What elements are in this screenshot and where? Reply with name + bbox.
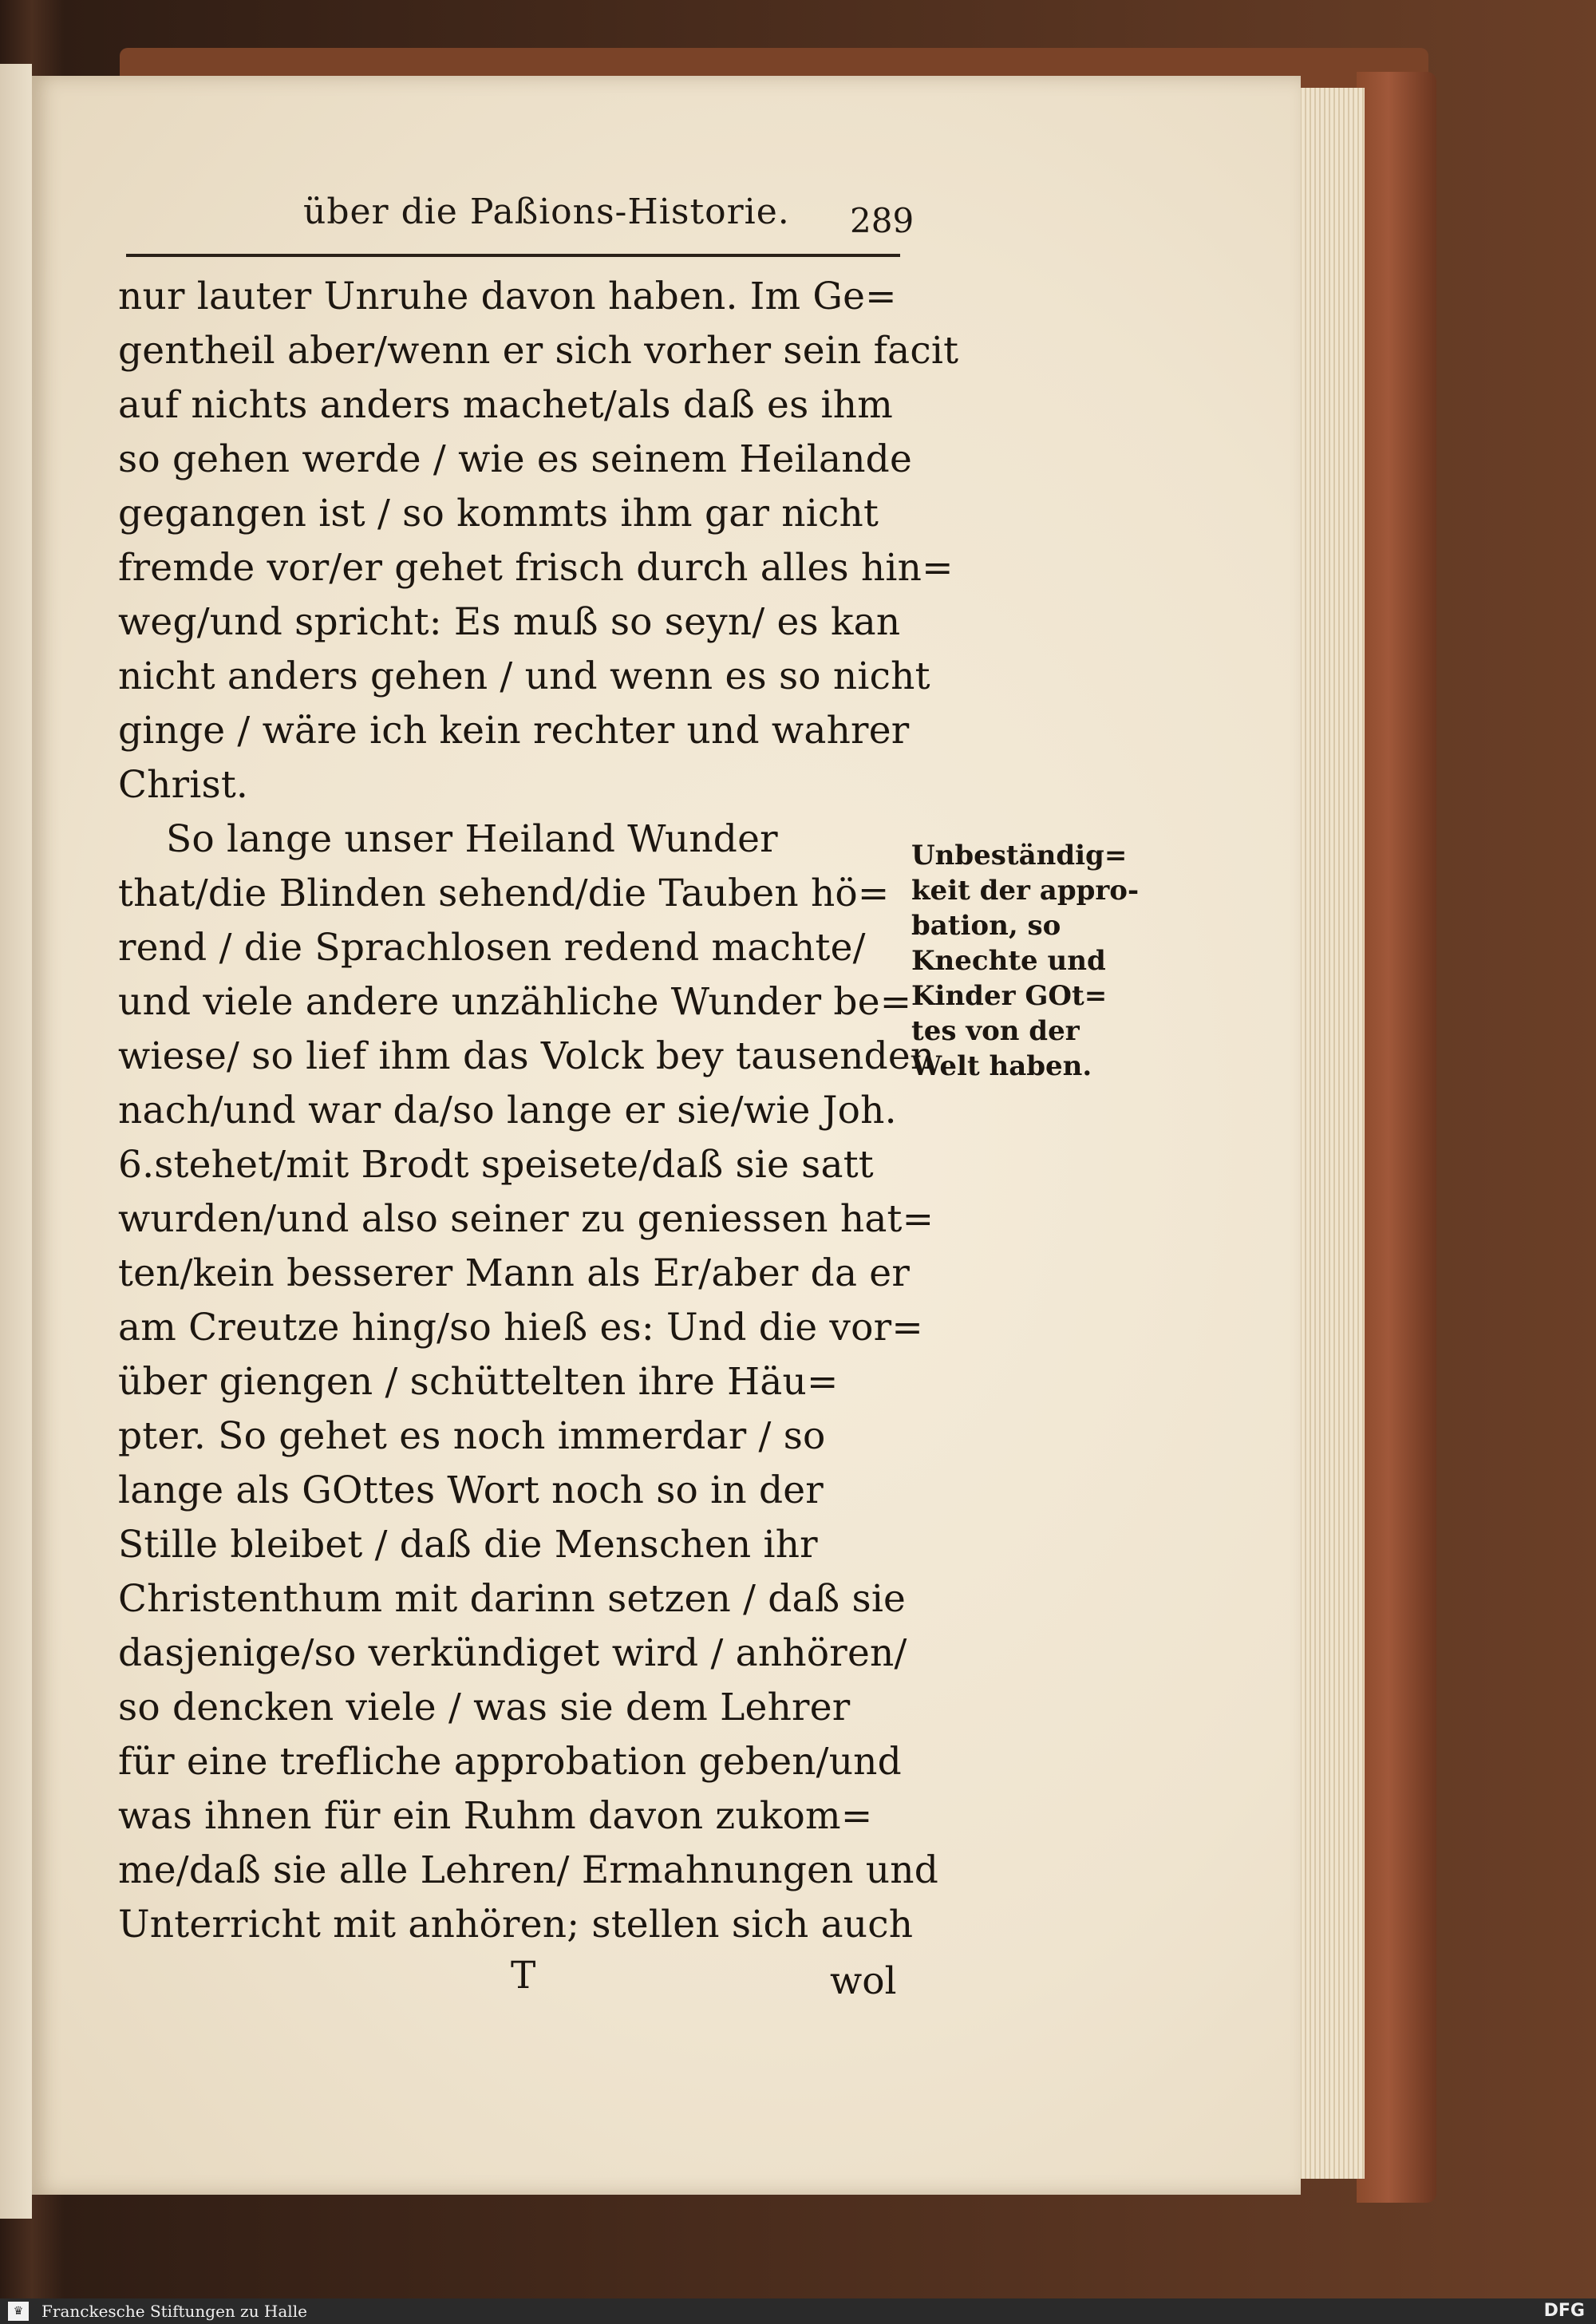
margin-note-line: Knechte und: [911, 945, 1106, 977]
page-block-edge: [1297, 88, 1365, 2179]
header-rule: [126, 254, 900, 257]
margin-note-line: Kinder GOt=: [911, 980, 1108, 1012]
text-line: So lange unser Heiland Wunder: [166, 817, 778, 861]
text-line: gentheil aber/wenn er sich vorher sein facit: [118, 329, 959, 373]
text-line: fremde vor/er gehet frisch durch alles hin=: [118, 546, 954, 590]
facing-page-edge: [0, 64, 32, 2219]
text-line: ten/kein besserer Mann als Er/aber da er: [118, 1251, 910, 1295]
text-line: nur lauter Unruhe davon haben. Im Ge=: [118, 275, 897, 318]
margin-note-line: tes von der: [911, 1015, 1080, 1047]
text-line: me/daß sie alle Lehren/ Ermahnungen und: [118, 1848, 939, 1892]
text-line: am Creutze hing/so hieß es: Und die vor=: [118, 1306, 923, 1350]
text-line: über giengen / schüttelten ihre Häu=: [118, 1360, 839, 1404]
running-head: über die Paßions-Historie.: [303, 192, 790, 232]
text-line: wurden/und also seiner zu geniessen hat=: [118, 1197, 934, 1241]
page-number: 289: [850, 201, 915, 240]
signature-mark: T: [511, 1954, 536, 1998]
institution-logo-icon: ♛: [8, 2302, 29, 2321]
body-text: [118, 270, 959, 1952]
catchword: wol: [830, 1959, 897, 2003]
text-line: und viele andere unzähliche Wunder be=: [118, 980, 912, 1024]
text-line: pter. So gehet es noch immerdar / so: [118, 1414, 826, 1458]
text-line: was ihnen für ein Ruhm davon zukom=: [118, 1794, 873, 1838]
text-line: Christenthum mit darinn setzen / daß sie: [118, 1577, 907, 1621]
text-line: lange als GOttes Wort noch so in der: [118, 1468, 824, 1512]
text-line: Unterricht mit anhören; stellen sich auch: [118, 1903, 914, 1947]
text-line: Christ.: [118, 763, 249, 807]
text-line: ginge / wäre ich kein rechter und wahrer: [118, 709, 910, 753]
footer-brand-logo: DFG: [1543, 2301, 1585, 2321]
book-cover-right-edge: [1357, 72, 1436, 2203]
text-line: rend / die Sprachlosen redend machte/: [118, 926, 866, 970]
margin-note-line: Welt haben.: [911, 1050, 1092, 1082]
text-line: für eine trefliche approbation geben/und: [118, 1740, 902, 1784]
text-line: so dencken viele / was sie dem Lehrer: [118, 1686, 851, 1729]
text-line: so gehen werde / wie es seinem Heilande: [118, 437, 912, 481]
text-line: gegangen ist / so kommts ihm gar nicht: [118, 492, 879, 536]
text-line: that/die Blinden sehend/die Tauben hö=: [118, 872, 890, 915]
text-line: auf nichts anders machet/als daß es ihm: [118, 383, 894, 427]
text-line: nach/und war da/so lange er sie/wie Joh.: [118, 1089, 897, 1132]
margin-note-line: Unbeständig=: [911, 840, 1128, 872]
text-line: wiese/ so lief ihm das Volck bey tausenden: [118, 1034, 935, 1078]
margin-note-line: bation, so: [911, 910, 1061, 942]
footer-bar: [0, 2298, 1596, 2324]
text-line: 6.stehet/mit Brodt speisete/daß sie satt: [118, 1143, 874, 1187]
footer-institution: Franckesche Stiftungen zu Halle: [41, 2302, 307, 2321]
margin-note-line: keit der appro-: [911, 875, 1140, 907]
text-line: nicht anders gehen / und wenn es so nicht: [118, 654, 930, 698]
text-line: dasjenige/so verkündiget wird / anhören/: [118, 1631, 907, 1675]
margin-note: [911, 838, 1167, 1084]
text-line: Stille bleibet / daß die Menschen ihr: [118, 1523, 818, 1567]
text-line: weg/und spricht: Es muß so seyn/ es kan: [118, 600, 901, 644]
